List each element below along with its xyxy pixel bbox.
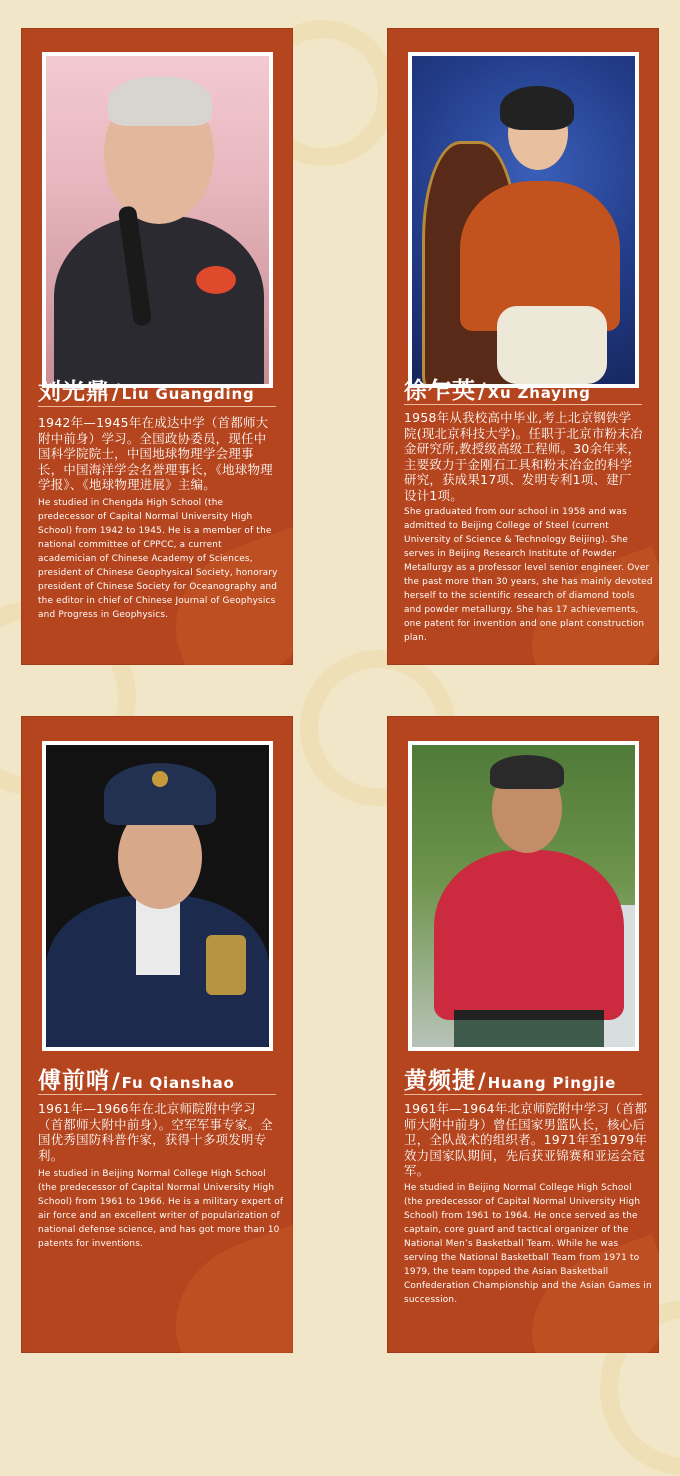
bio-chinese: 1958年从我校高中毕业,考上北京钢铁学院(现北京科技大学)。任职于北京市粉末冶金研究所,教授级高级工程师。30余年来，主要致力于金刚石工具和粉末冶金的科学研究，获成果17项、发明专利1项、建厂设计1项。 (404, 410, 643, 503)
bio-chinese: 1961年—1964年北京师院附中学习（首都师大附中前身）曾任国家男篮队长，核心后卫，全队战术的组织者。1971年至1979年效力国家队期间，先后获亚锦赛和亚运会冠军。 (404, 1101, 648, 1178)
profile-card-liu-guangding (21, 28, 293, 665)
bio-english: He studied in Chengda High School (the predecessor of Capital Normal University High School) from 1942 to 1945. He is a member of the national committee of CPPCC, a current academician of Chinese Academy of Sciences, president of Chinese Geophysical Society, honorary president of Chinese Society for Oceanography and the editor in chief of Chinese Journal of Geophysics and Progress in Geophysics. (38, 498, 278, 620)
portrait-photo (408, 52, 639, 388)
name-chinese: 徐乍英 (404, 378, 476, 404)
bio-english: He studied in Beijing Normal College High School (the predecessor of Capital Normal University High School) from 1961 to 1964. He once served as the captain, core guard and tactical organizer of the National Men’s Basketball Team. While he was serving the National Basketball Team from 1971 to 1979, the team topped the Asian Basketball Confederation Championship and the Asian Games in succession. (404, 1183, 652, 1305)
bio-chinese: 1942年—1945年在成达中学（首都师大附中前身）学习。全国政协委员，现任中国科学院院士，中国地球物理学会理事长，中国海洋学会名誉理事长，《地球物理学报》、《地球物理进展》主编。 (38, 415, 273, 492)
name-heading (404, 1062, 616, 1095)
name-chinese: 刘光鼎 (38, 379, 110, 405)
name-english: Xu Zhaying (487, 384, 591, 402)
name-english: Huang Pingjie (487, 1074, 617, 1092)
bio-english: He studied in Beijing Normal College High School (the predecessor of Capital Normal University High School) from 1961 to 1966. He is a military expert of air force and an excellent writer of popularization of national defense science, and has got more than 10 patents for inventions. (38, 1169, 284, 1249)
name-chinese: 傅前哨 (38, 1068, 110, 1094)
name-heading (38, 373, 255, 406)
name-english: Liu Guangding (121, 385, 255, 403)
bio-english: She graduated from our school in 1958 and was admitted to Beijing College of Steel (current University of Science & Technology Beijing). She serves in Beijing Research Institute of Powder Metallurgy as a professor level senior engineer. Over the past more than 30 years, she has mainly devoted herself to the scientific research of diamond tools and powder metallurgy. She has 17 achievements, one patent for invention and one plant construction plan. (404, 507, 653, 643)
divider (404, 1094, 642, 1095)
name-separator: / (478, 379, 486, 403)
bio-chinese: 1961年—1966年在北京师院附中学习（首都师大附中前身）。空军军事专家。全国优秀国防科普作家，获得十多项发明专利。 (38, 1101, 273, 1163)
name-separator: / (478, 1069, 486, 1093)
divider (38, 1094, 276, 1095)
profile-card-xu-zhaying (387, 28, 659, 665)
portrait-photo (42, 741, 273, 1051)
profile-card-huang-pingjie (387, 716, 659, 1353)
name-chinese: 黄频捷 (404, 1068, 476, 1094)
name-english: Fu Qianshao (121, 1074, 235, 1092)
divider (38, 406, 276, 407)
divider (404, 404, 642, 405)
name-heading (38, 1062, 235, 1095)
portrait-photo (42, 52, 273, 388)
name-separator: / (112, 1069, 120, 1093)
name-heading (404, 372, 591, 405)
portrait-photo (408, 741, 639, 1051)
profile-card-fu-qianshao (21, 716, 293, 1353)
name-separator: / (112, 380, 120, 404)
